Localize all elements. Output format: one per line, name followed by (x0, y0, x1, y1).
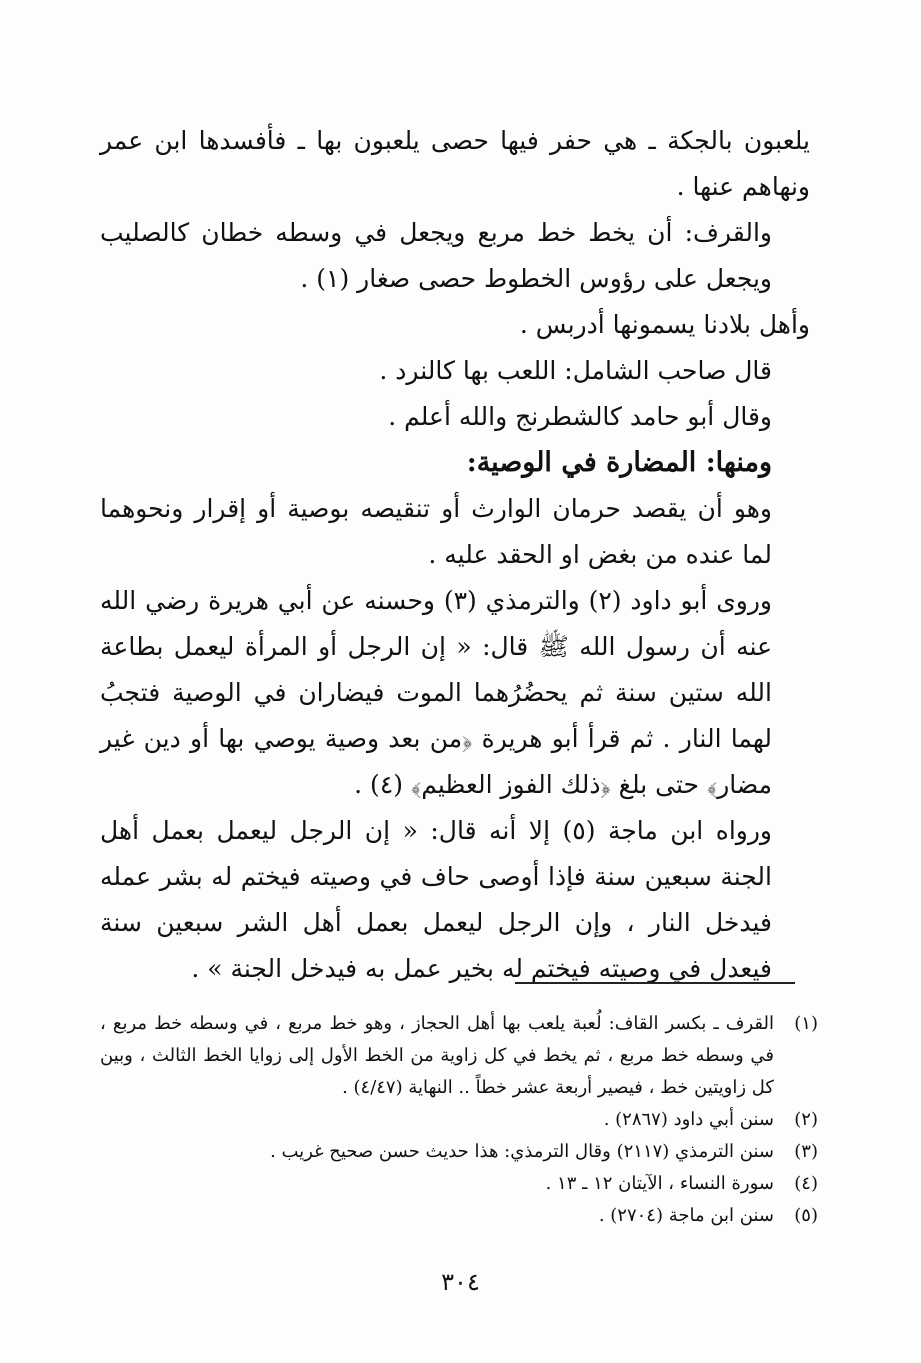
footnote-text: القرف ـ بكسر القاف: لُعبة يلعب بها أهل الحجاز ، وهو خط مربع ، في وسطه خط مربع ، في وسطه خط مربع ، ثم يخط في كل زاوية من الخط الأول إلى زوايا الخط الثالث ، وبين كل زاويتين خط ، فيصير أربعة عشر خطاً .. النهاية (٤/٤٧) . (100, 1013, 774, 1098)
footnote-3 (100, 1136, 818, 1168)
paragraph-4: قال صاحب الشامل: اللعب بها كالنرد . (379, 356, 772, 385)
footnote-number: (١) (794, 1013, 818, 1034)
footnote-number: (٣) (794, 1141, 818, 1162)
paragraph-2: والقرف: أن يخط خط مربع ويجعل في وسطه خطان كالصليب ويجعل على رؤوس الخطوط حصى صغار (١) . (100, 218, 772, 293)
footnote-number: (٥) (794, 1205, 818, 1226)
paragraph-7: وروى أبو داود (٢) والترمذي (٣) وحسنه عن أبي هريرة رضي الله عنه أن رسول الله ﷺ قال: « إن الرجل أو المرأة ليعمل بطاعة الله ستين سنة ثم يحضُرُهما الموت فيضاران في الوصية فتجبُ لهما النار . ثم قرأ أبو هريرة ﴿من بعد وصية يوصي بها أو دين غير مضار﴾ حتى بلغ ﴿ذلك الفوز العظيم﴾ (٤) . (100, 586, 773, 799)
footnote-text: سورة النساء ، الآيتان ١٢ ـ ١٣ . (545, 1173, 774, 1194)
paragraph-6: وهو أن يقصد حرمان الوارث أو تنقيصه بوصية أو إقرار ونحوهما لما عنده من بغض او الحقد عليه . (100, 494, 772, 569)
footnotes (100, 1008, 818, 1232)
footnote-number: (٤) (794, 1173, 818, 1194)
paragraph-1: يلعبون بالجكة ـ هي حفر فيها حصى يلعبون بها ـ فأفسدها ابن عمر ونهاهم عنها . (100, 126, 810, 201)
paragraph-5: وقال أبو حامد كالشطرنج والله أعلم . (388, 402, 772, 431)
footnote-2 (100, 1104, 818, 1136)
footnote-text: سنن ابن ماجة (٢٧٠٤) . (598, 1205, 774, 1226)
footnote-number: (٢) (794, 1109, 818, 1130)
paragraph-3: وأهل بلادنا يسمونها أدربس . (519, 310, 810, 339)
main-text (100, 118, 810, 992)
footnote-4 (100, 1168, 818, 1200)
footnote-text: سنن أبي داود (٢٨٦٧) . (603, 1109, 774, 1130)
footnote-1 (100, 1008, 818, 1104)
footnote-divider (515, 982, 795, 984)
page-number: ٣٠٤ (441, 1268, 480, 1296)
paragraph-8: ورواه ابن ماجة (٥) إلا أنه قال: « إن الرجل ليعمل بعمل أهل الجنة سبعين سنة فإذا أوصى حاف في وصيته فيختم له بشر عمله فيدخل النار ، وإن الرجل ليعمل بعمل أهل الشر سبعين سنة فيعدل في وصيته فيختم له بخير عمل به فيدخل الجنة » . (100, 816, 772, 983)
section-heading: ومنها: المضارة في الوصية: (466, 447, 772, 478)
footnote-5 (100, 1200, 818, 1232)
footnote-text: سنن الترمذي (٢١١٧) وقال الترمذي: هذا حديث حسن صحيح غريب . (270, 1141, 774, 1162)
